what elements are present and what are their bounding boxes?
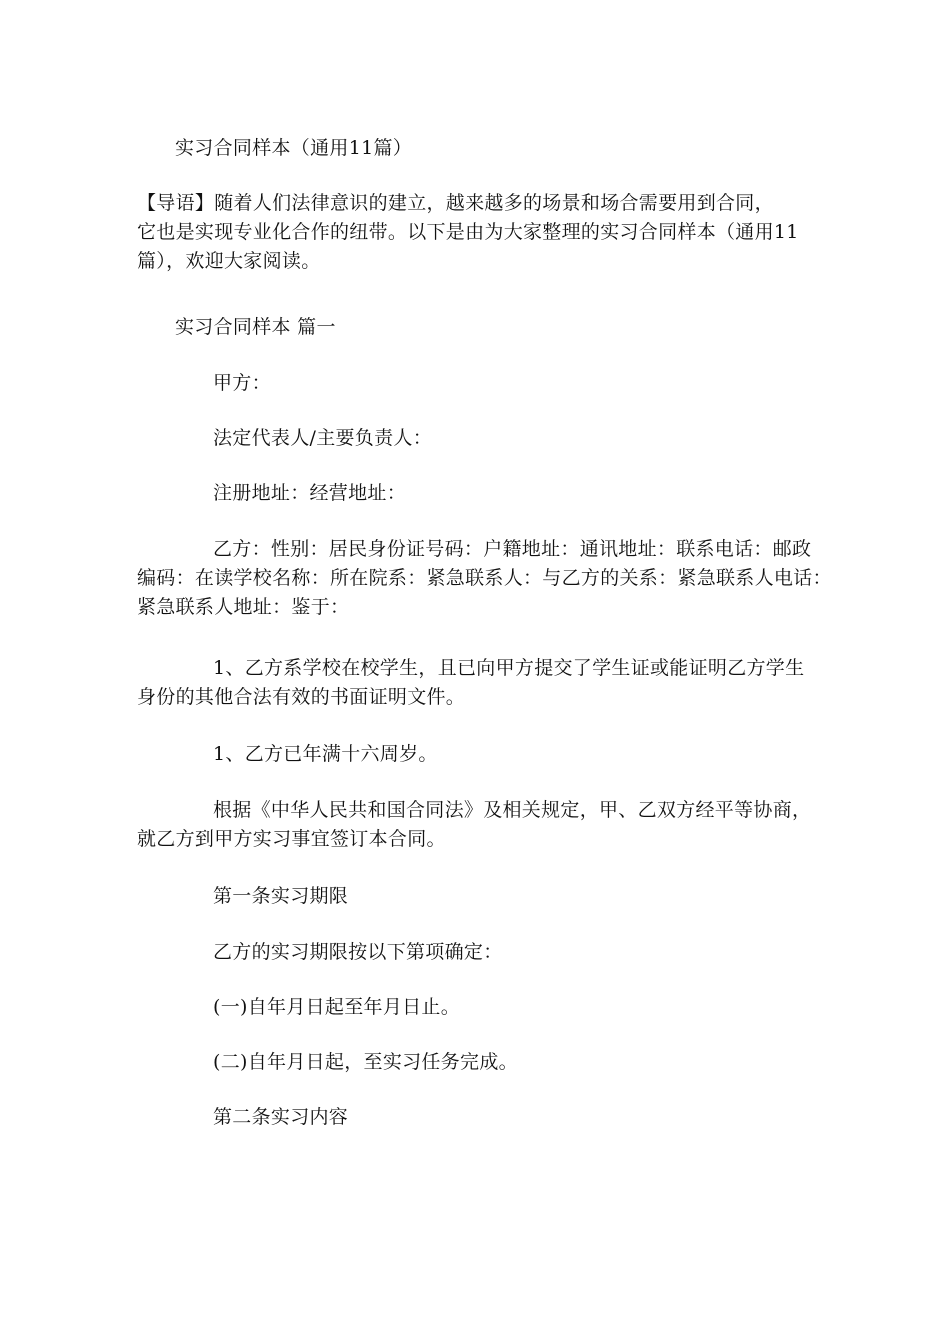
article-1-intro: 乙方的实习期限按以下第项确定： xyxy=(213,941,503,963)
party-b-line-1: 乙方：性别：居民身份证号码：户籍地址：通讯地址：联系电话：邮政 xyxy=(213,538,812,560)
clause-2: 1、乙方已年满十六周岁。 xyxy=(213,743,438,765)
article-1-item-2: (二)自年月日起，至实习任务完成。 xyxy=(213,1051,518,1073)
party-a-label: 甲方： xyxy=(213,372,271,394)
article-2-title: 第二条实习内容 xyxy=(213,1106,349,1128)
party-b-line-2: 编码：在读学校名称：所在院系：紧急联系人：与乙方的关系：紧急联系人电话： xyxy=(137,567,832,589)
document-title: 实习合同样本（通用11篇） xyxy=(175,137,413,159)
intro-line-1: 【导语】随着人们法律意识的建立，越来越多的场景和场合需要用到合同， xyxy=(137,192,774,214)
party-b-line-3: 紧急联系人地址：鉴于： xyxy=(137,596,350,618)
clause-1-line-1: 1、乙方系学校在校学生，且已向甲方提交了学生证或能证明乙方学生 xyxy=(213,657,805,679)
intro-line-3: 篇），欢迎大家阅读。 xyxy=(137,250,321,272)
article-1-item-1: (一)自年月日起至年月日止。 xyxy=(213,996,461,1018)
clause-1-paragraph xyxy=(137,654,827,712)
legal-representative-label: 法定代表人/主要负责人： xyxy=(213,427,433,449)
address-label: 注册地址：经营地址： xyxy=(213,482,407,504)
intro-line-2: 它也是实现专业化合作的纽带。以下是由为大家整理的实习合同样本（通用11 xyxy=(137,221,799,243)
article-1-title: 第一条实习期限 xyxy=(213,885,349,907)
basis-paragraph xyxy=(137,796,827,854)
party-b-paragraph xyxy=(137,535,832,622)
basis-line-2: 就乙方到甲方实习事宜签订本合同。 xyxy=(137,828,446,850)
clause-1-line-2: 身份的其他合法有效的书面证明文件。 xyxy=(137,686,466,708)
section-heading: 实习合同样本 篇一 xyxy=(175,316,336,338)
intro-paragraph xyxy=(137,189,827,276)
basis-line-1: 根据《中华人民共和国合同法》及相关规定，甲、乙双方经平等协商， xyxy=(213,799,812,821)
